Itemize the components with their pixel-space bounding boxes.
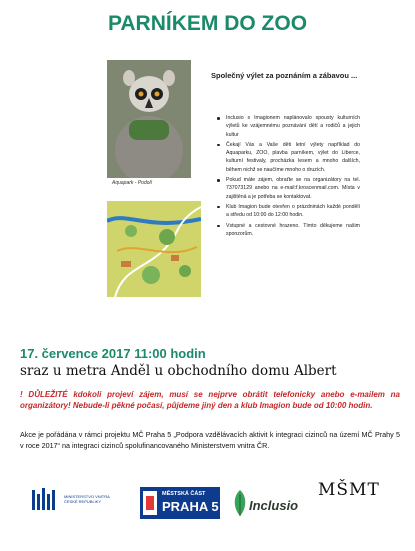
info-item: Vstupné a cestovné hrazeno. Tímto děkujeme našim sponzorům.	[216, 222, 360, 239]
msmt-label: MŠMT	[318, 480, 380, 500]
zoo-map	[107, 201, 201, 297]
info-item: Inclusio s Imagionem naplánovalo spousty kulturních výletů ke vzájemnému poznávání dětí a rodičů a jejich kultur	[216, 114, 360, 139]
info-item: Klub Imagion bude otevřen o prázdninách každé pondělí a středu od 10:00 do 12:00 hodin.	[216, 203, 360, 220]
inclusio-leaf-icon	[231, 488, 249, 518]
info-item: Čekají Vás a Vaše děti letní výlety například do Aquaparku, ZOO, plavba parníkem, výlet do Liberce, kulturní festivaly, procházka lesem a mnoho dalších, během nichž se naučíme mnoho o druzích.	[216, 141, 360, 174]
zoo-map-illustration	[107, 201, 201, 297]
important-note: ! DŮLEŽITÉ kdokoli projeví zájem, musí se nejprve obrátit telefonicky anebo e-mailem na organizátory! Nebude-li pěkné počasí, půjdeme jiný den a klub Imagion bude od 10:00 hodin.	[20, 390, 400, 410]
msmt-logo	[318, 474, 380, 520]
praha-flag-icon	[143, 491, 157, 515]
info-list	[216, 114, 360, 240]
praha-big-label: PRAHA 5	[162, 499, 219, 514]
event-date: 17. července 2017 11:00 hodin	[20, 346, 206, 361]
lemur-illustration	[107, 60, 191, 178]
praha5-logo	[140, 487, 220, 519]
project-note: Akce je pořádána v rámci projektu MČ Praha 5 „Podpora vzdělávacích aktivit k integraci cizinců na území MČ Prahy 5 v roce 2017“ na integraci cizinců spolufinancovaného Ministerstvem vnitra ČR.	[20, 430, 400, 450]
lemur-photo	[107, 60, 191, 178]
poster-title: PARNÍKEM DO ZOO	[107, 12, 308, 35]
photo-caption: Aquapark - Podolí	[112, 180, 153, 186]
intro-heading: Společný výlet za poznáním a zábavou ...	[211, 71, 358, 80]
ministry-label: MINISTERSTVO VNITRA ČESKÉ REPUBLIKY	[64, 494, 110, 504]
info-item: Pokud máte zájem, obraťte se na organizátory na tel. 737073129 anebo na e-mail:f.kroscenmail.com. Místa v zajištěná a je potřeba se kontaktovat.	[216, 176, 360, 201]
meeting-point: sraz u metra Anděl u obchodního domu Albert	[20, 363, 337, 379]
inclusio-logo	[231, 488, 306, 518]
sponsor-logos	[0, 470, 415, 530]
praha-small-label: MĚSTSKÁ ČÁST	[162, 491, 206, 497]
ministry-emblem-icon	[30, 484, 60, 514]
inclusio-label: Inclusio	[249, 498, 299, 513]
ministry-logo	[30, 484, 120, 518]
